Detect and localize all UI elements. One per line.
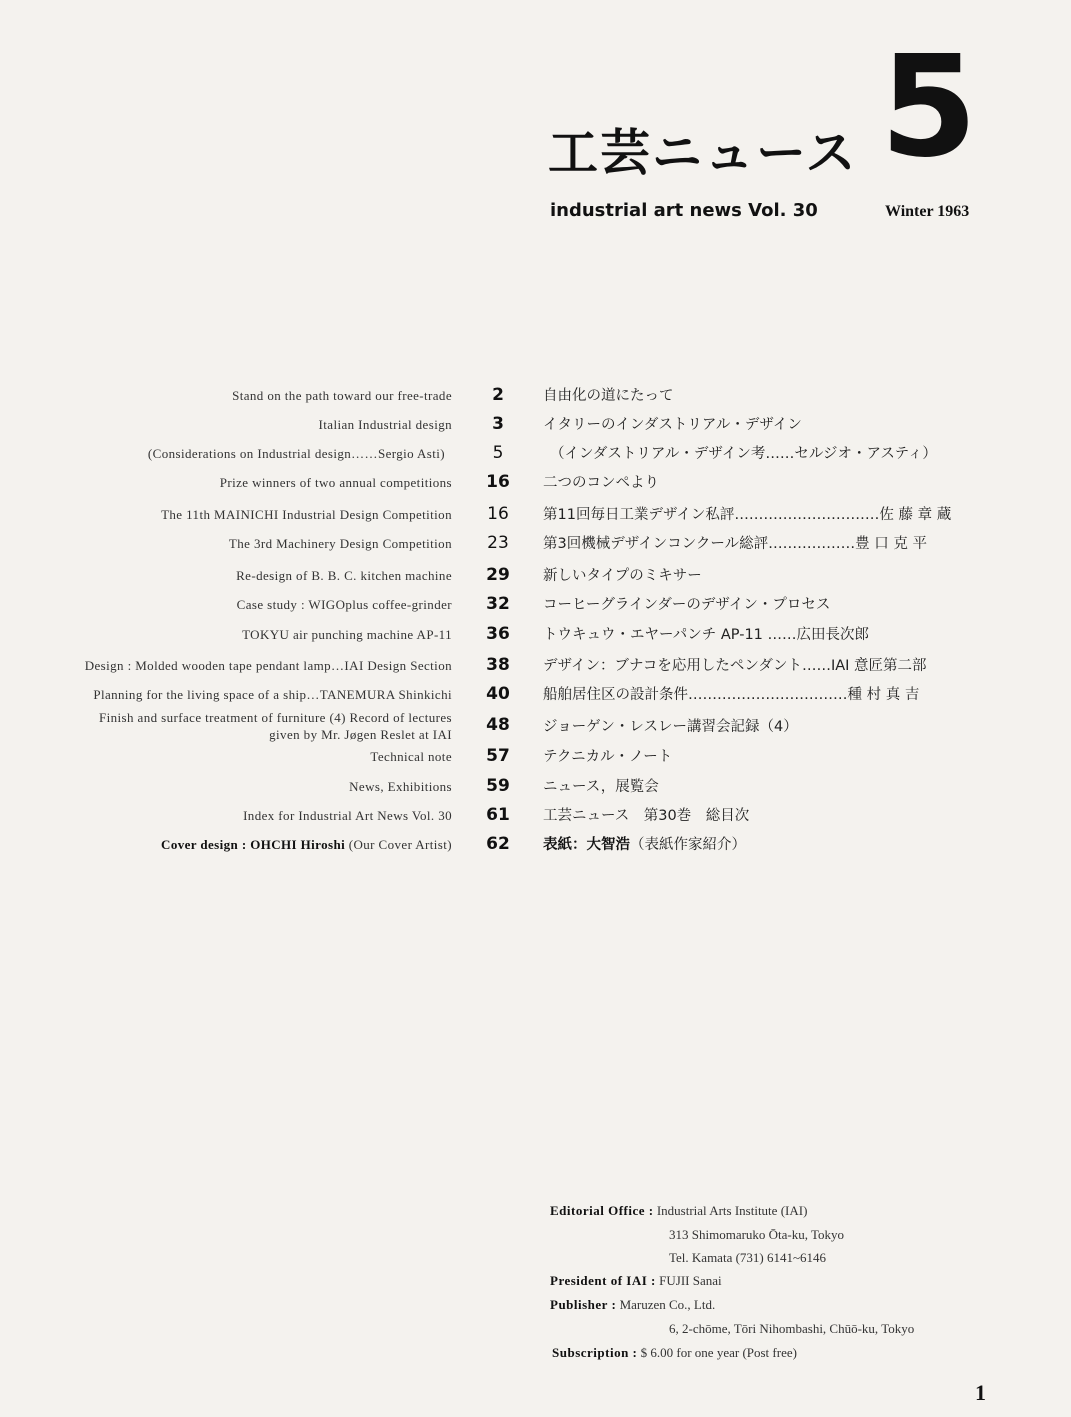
toc-page-number: 23 bbox=[487, 533, 509, 553]
editorial-office-value: Industrial Arts Institute (IAI) bbox=[656, 1203, 808, 1218]
toc-page-number: 61 bbox=[486, 805, 510, 825]
toc-page-number: 3 bbox=[492, 414, 504, 434]
cover-credit-jp: 表紙：大智浩 bbox=[543, 837, 630, 853]
editorial-telephone: Tel. Kamata (731) 6141~6146 bbox=[669, 1250, 827, 1265]
toc-row bbox=[0, 472, 1071, 505]
cover-artist-note-jp: （表紙作家紹介） bbox=[630, 837, 746, 853]
toc-english-title: Italian Industrial design bbox=[318, 417, 452, 432]
publisher-value: Maruzen Co., Ltd. bbox=[619, 1297, 716, 1312]
toc-row bbox=[0, 710, 1071, 750]
toc-page-number: 32 bbox=[486, 594, 510, 614]
toc-english-title: The 3rd Machinery Design Competition bbox=[228, 536, 452, 551]
toc-english-title: Finish and surface treatment of furniture (4) Record of lectures bbox=[98, 710, 452, 725]
toc-page-number: 40 bbox=[486, 684, 510, 704]
toc-page-number: 38 bbox=[486, 655, 510, 675]
toc-japanese-title: 工芸ニュース 第30巻 総目次 bbox=[543, 808, 750, 824]
toc-row bbox=[0, 624, 1071, 657]
toc-japanese-title: 新しいタイプのミキサー bbox=[543, 568, 702, 584]
toc-japanese-title: 第11回毎日工業デザイン私評…………………………佐 藤 章 蔵 bbox=[543, 507, 952, 523]
toc-japanese-title: トウキュウ・エヤーパンチ AP-11 ……広田長次郎 bbox=[543, 627, 870, 643]
toc-row bbox=[0, 746, 1071, 779]
editorial-office-line bbox=[550, 1203, 807, 1219]
issue-number: 5 bbox=[880, 26, 978, 189]
toc-page-number: 16 bbox=[487, 504, 509, 524]
toc-japanese-title: ニュース，展覧会 bbox=[543, 779, 659, 795]
president-label: President of IAI : bbox=[550, 1273, 656, 1288]
cover-artist-note: (Our Cover Artist) bbox=[345, 837, 452, 852]
subscription-value: $ 6.00 for one year (Post free) bbox=[640, 1345, 797, 1360]
toc-english-title-continued: given by Mr. Jøgen Reslet at IAI bbox=[269, 727, 452, 742]
toc-page-number: 48 bbox=[486, 715, 510, 735]
toc-japanese-title: テクニカル・ノート bbox=[543, 749, 673, 765]
toc-english-title: Case study : WIGOplus coffee-grinder bbox=[236, 597, 452, 612]
toc-japanese-title: コーヒーグラインダーのデザイン・プロセス bbox=[543, 597, 831, 613]
toc-row bbox=[0, 776, 1071, 809]
toc-row bbox=[0, 655, 1071, 688]
publisher-line bbox=[550, 1297, 715, 1313]
toc-row bbox=[0, 533, 1071, 566]
toc-row bbox=[0, 594, 1071, 627]
toc-english-title: Re-design of B. B. C. kitchen machine bbox=[236, 568, 452, 583]
toc-japanese-title: 第3回機械デザインコンクール総評………………豊 口 克 平 bbox=[543, 536, 927, 552]
toc-page-number: 5 bbox=[492, 443, 504, 463]
toc-japanese-title: ジョーゲン・レスレー講習会記録（4） bbox=[543, 719, 798, 735]
toc-japanese-title: デザイン：ブナコを応用したペンダント……IAI 意匠第二部 bbox=[543, 658, 927, 674]
toc-english-title: The 11th MAINICHI Industrial Design Competition bbox=[161, 507, 452, 522]
toc-japanese-title: イタリーのインダストリアル・デザイン bbox=[543, 417, 802, 433]
toc-japanese-title: 自由化の道にたって bbox=[543, 388, 674, 404]
season-year: Winter 1963 bbox=[885, 203, 970, 220]
toc-page-number: 36 bbox=[486, 624, 510, 644]
page-folio: 1 bbox=[975, 1380, 986, 1405]
toc-english-title: Prize winners of two annual competitions bbox=[219, 475, 452, 490]
toc-page-number: 2 bbox=[492, 385, 504, 405]
toc-english-title: (Considerations on Industrial design……Sergio Asti) bbox=[147, 446, 445, 461]
toc-japanese-title: （インダストリアル・デザイン考……セルジオ・アスティ） bbox=[550, 446, 937, 462]
toc-english-title bbox=[161, 837, 452, 853]
president-line bbox=[550, 1273, 722, 1289]
subscription-line bbox=[552, 1345, 797, 1361]
toc-japanese-title bbox=[543, 835, 746, 855]
toc-row bbox=[0, 414, 1071, 447]
toc-english-title: Stand on the path toward our free-trade bbox=[232, 388, 452, 403]
toc-page-number: 29 bbox=[486, 565, 510, 585]
toc-row bbox=[0, 504, 1071, 537]
toc-row bbox=[0, 443, 1071, 476]
cover-design-credit: Cover design : OHCHI Hiroshi bbox=[161, 837, 346, 852]
masthead-english-title: industrial art news Vol. 30 bbox=[550, 200, 818, 221]
toc-row bbox=[0, 805, 1071, 838]
toc-row bbox=[0, 565, 1071, 598]
editorial-address: 313 Shimomaruko Ōta-ku, Tokyo bbox=[669, 1227, 845, 1242]
toc-english-title: Design : Molded wooden tape pendant lamp…IAI Design Section bbox=[84, 658, 452, 673]
toc-english-title: Planning for the living space of a ship…TANEMURA Shinkichi bbox=[93, 687, 452, 702]
toc-japanese-title: 船舶居住区の設計条件……………………………種 村 真 吉 bbox=[543, 687, 920, 703]
toc-english-title: Technical note bbox=[370, 749, 452, 764]
toc-page-number: 16 bbox=[486, 472, 510, 492]
toc-english-title: Index for Industrial Art News Vol. 30 bbox=[243, 808, 452, 823]
publisher-address: 6, 2-chōme, Tōri Nihombashi, Chūō-ku, Tokyo bbox=[669, 1321, 915, 1336]
subscription-label: Subscription : bbox=[552, 1345, 638, 1360]
president-value: FUJII Sanai bbox=[659, 1273, 722, 1288]
masthead-japanese-title: 工芸ニュース bbox=[548, 124, 858, 182]
toc-english-title: TOKYU air punching machine AP-11 bbox=[242, 627, 452, 642]
editorial-office-label: Editorial Office : bbox=[550, 1203, 654, 1218]
publisher-label: Publisher : bbox=[550, 1297, 617, 1312]
toc-english-title: News, Exhibitions bbox=[349, 779, 452, 794]
toc-japanese-title: 二つのコンペより bbox=[543, 475, 659, 491]
toc-page-number: 62 bbox=[486, 834, 510, 854]
toc-page-number: 59 bbox=[486, 776, 510, 796]
toc-row bbox=[0, 834, 1071, 867]
toc-page-number: 57 bbox=[486, 746, 510, 766]
toc-row bbox=[0, 385, 1071, 418]
